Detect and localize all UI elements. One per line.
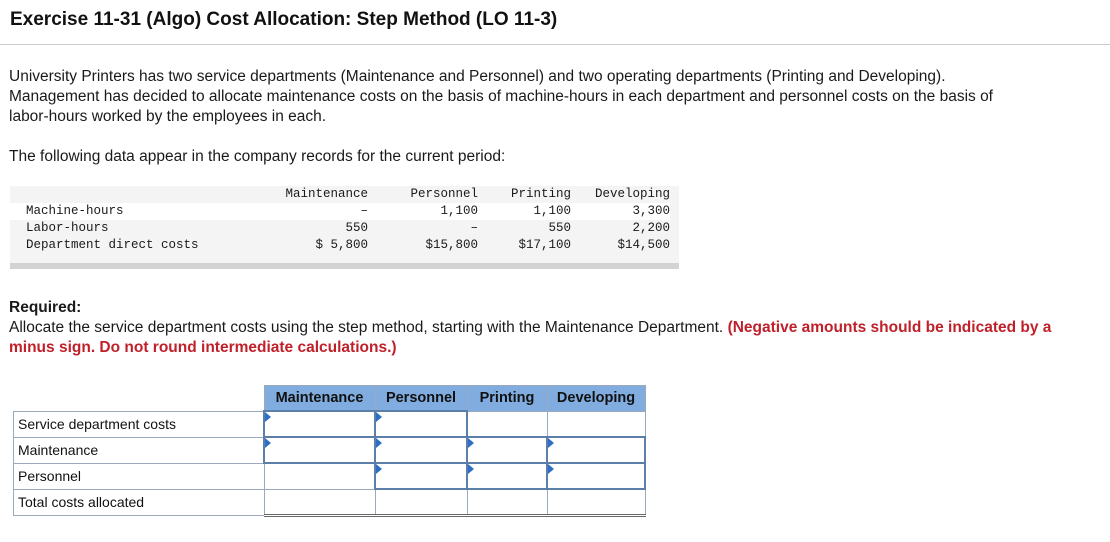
- maintenance-maintenance-input[interactable]: [264, 437, 375, 463]
- personnel-developing-input[interactable]: [547, 463, 645, 489]
- data-cell: 550: [345, 221, 368, 235]
- data-cell: $14,500: [617, 238, 670, 252]
- maintenance-printing-input[interactable]: [467, 437, 547, 463]
- total-maintenance-cell: [264, 489, 375, 516]
- data-header-personnel: Personnel: [410, 187, 478, 201]
- data-cell: 550: [548, 221, 571, 235]
- service-costs-personnel-input[interactable]: [375, 411, 467, 437]
- personnel-personnel-input[interactable]: [375, 463, 467, 489]
- data-cell: 3,300: [571, 203, 670, 220]
- required-section: [9, 298, 1079, 358]
- data-cell: $ 5,800: [315, 238, 368, 252]
- personnel-printing-input[interactable]: [467, 463, 547, 489]
- answer-table: [13, 385, 646, 517]
- answer-row-personnel: [14, 463, 646, 489]
- answer-row-label: Personnel: [14, 463, 265, 489]
- data-table-panel: [10, 186, 679, 269]
- data-header-maintenance: Maintenance: [285, 187, 368, 201]
- service-costs-printing-cell: [467, 411, 547, 437]
- data-intro: The following data appear in the company records for the current period:: [9, 148, 506, 165]
- data-cell: $17,100: [518, 238, 571, 252]
- personnel-maintenance-cell: [264, 463, 375, 489]
- answer-row-label: Total costs allocated: [14, 489, 265, 516]
- data-cell: 2,200: [632, 221, 670, 235]
- data-row-direct-costs: [10, 237, 670, 254]
- data-row-machine-hours: [10, 203, 670, 220]
- data-table: [10, 186, 670, 254]
- answer-header-developing: Developing: [547, 386, 645, 412]
- data-cell: 1,100: [368, 203, 478, 220]
- data-cell: –: [280, 203, 368, 220]
- data-cell: –: [470, 221, 478, 235]
- answer-row-service-costs: [14, 411, 646, 437]
- answer-header-printing: Printing: [467, 386, 547, 412]
- data-cell: $15,800: [425, 238, 478, 252]
- answer-header-maintenance: Maintenance: [264, 386, 375, 412]
- service-costs-maintenance-input[interactable]: [264, 411, 375, 437]
- intro-paragraph: University Printers has two service departments (Maintenance and Personnel) and two operating departments (Printing and Developing). Management has decided to allocate maintenance costs on the basis of machine-hours in each department and personnel costs on the basis of labor-hours worked by the employees in each.: [9, 68, 993, 125]
- required-note: (Negative amounts should be indicated by a minus sign. Do not round intermediate calculations.): [9, 319, 1052, 356]
- data-row-label: Department direct costs: [26, 238, 199, 252]
- data-header-printing: Printing: [510, 187, 571, 201]
- data-header-developing: Developing: [594, 187, 670, 201]
- data-table-header-row: [10, 186, 670, 203]
- data-row-label: Labor-hours: [26, 221, 109, 235]
- data-table-bottom-bar: [10, 263, 679, 269]
- answer-row-maintenance: [14, 437, 646, 463]
- answer-header-row: [14, 386, 646, 412]
- required-text: Allocate the service department costs using the step method, starting with the Maintenance Department.: [9, 319, 724, 336]
- maintenance-developing-input[interactable]: [547, 437, 645, 463]
- title-divider: [0, 44, 1110, 45]
- answer-row-label: Maintenance: [14, 437, 265, 463]
- required-heading: Required:: [9, 299, 82, 316]
- service-costs-developing-cell: [547, 411, 645, 437]
- required-body: [9, 318, 1079, 358]
- total-developing-cell: [547, 489, 645, 516]
- data-row-labor-hours: [10, 220, 670, 237]
- data-cell: 1,100: [478, 203, 571, 220]
- maintenance-personnel-input[interactable]: [375, 437, 467, 463]
- total-printing-cell: [467, 489, 547, 516]
- answer-header-personnel: Personnel: [375, 386, 467, 412]
- exercise-title: Exercise 11-31 (Algo) Cost Allocation: Step Method (LO 11-3): [10, 9, 558, 30]
- answer-row-label: Service department costs: [14, 411, 265, 437]
- total-personnel-cell: [375, 489, 467, 516]
- data-row-label: Machine-hours: [10, 203, 280, 220]
- answer-row-total: [14, 489, 646, 516]
